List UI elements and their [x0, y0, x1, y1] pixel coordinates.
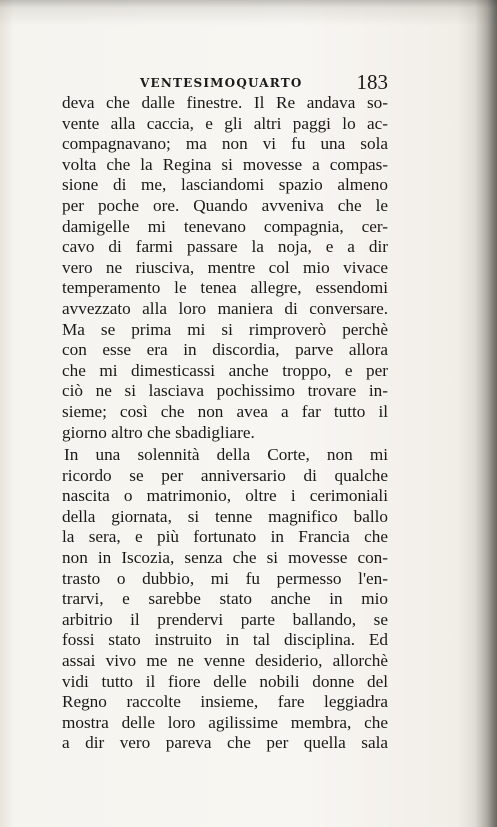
running-title: VENTESIMOQUARTO	[140, 76, 303, 90]
text-line: della giornata, si tenne magnifico ballo	[62, 506, 388, 526]
text-line: fossi stato instruito in tal disciplina. Ed	[62, 630, 388, 650]
paragraph-start-line: In una solennità della Corte, non mi	[64, 445, 388, 465]
text-line: a dir vero pareva che per quella sala	[62, 733, 388, 753]
text-line: trarvi, e sarebbe stato anche in mio	[62, 589, 388, 609]
text-line: cavo di farmi passare la noja, e a dir	[62, 237, 388, 257]
text-line: ricordo se per anniversario di qualche	[62, 465, 388, 485]
text-line: sione di me, lasciandomi spazio almeno	[62, 175, 388, 195]
text-line: con esse era in discordia, parve allora	[62, 340, 388, 360]
text-line: assai vivo me ne venne desiderio, allorchè	[62, 651, 388, 671]
text-line: la sera, e più fortunato in Francia che	[62, 527, 388, 547]
text-line: nascita o matrimonio, oltre i cerimoniali	[62, 486, 388, 506]
text-line: Ma se prima mi si rimproverò perchè	[62, 319, 388, 339]
text-line: non in Iscozia, senza che si movesse con-	[62, 548, 388, 568]
text-line: avvezzato alla loro maniera di conversare.	[62, 298, 388, 318]
text-line: trasto o dubbio, mi fu permesso l'en-	[62, 568, 388, 588]
text-line: vidi tutto il fiore delle nobili donne del	[62, 671, 388, 691]
body-text	[62, 93, 388, 754]
text-line: sieme; così che non avea a far tutto il	[62, 401, 388, 421]
text-line: vero ne riusciva, mentre col mio vivace	[62, 257, 388, 277]
page-binding-edge	[475, 0, 497, 827]
page-number: 183	[356, 70, 388, 94]
text-line: compagnavano; ma non vi fu una sola	[62, 134, 388, 154]
text-line: temperamento le tenea allegre, essendomi	[62, 278, 388, 298]
text-line: vente alla caccia, e gli altri paggi lo ac-	[62, 113, 388, 133]
text-line: volta che la Regina si movesse a compas-	[62, 154, 388, 174]
text-line: mostra delle loro agilissime membra, che	[62, 712, 388, 732]
paragraph-end-line: giorno altro che sbadigliare.	[62, 422, 255, 442]
text-line: per poche ore. Quando avveniva che le	[62, 195, 388, 215]
text-line: arbitrio il prendervi parte ballando, se	[62, 609, 388, 629]
text-line: deva che dalle finestre. Il Re andava so-	[62, 93, 388, 112]
text-line: ciò ne si lasciava pochissimo trovare in-	[62, 381, 388, 401]
text-line: che mi dimesticassi anche troppo, e per	[62, 360, 388, 380]
text-line: Regno raccolte insieme, fare leggiadra	[62, 692, 388, 712]
page-top-shadow	[0, 0, 497, 26]
text-line: damigelle mi tenevano compagnia, cer-	[62, 216, 388, 236]
